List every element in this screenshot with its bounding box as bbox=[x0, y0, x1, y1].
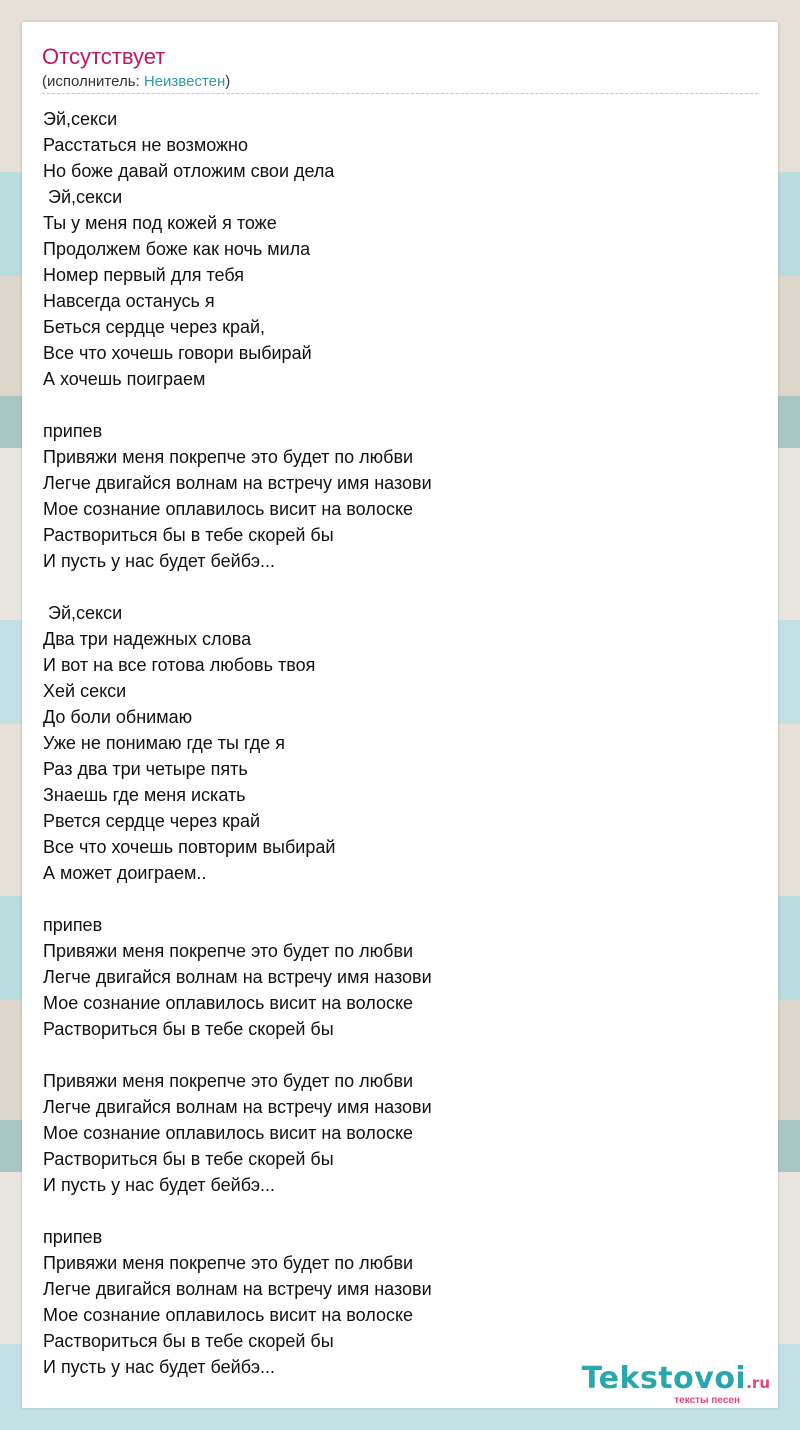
lyric-line: припев bbox=[43, 915, 103, 935]
lyrics-text bbox=[43, 106, 432, 1380]
lyric-line: Эй,секси bbox=[43, 187, 123, 207]
lyric-line: Раз два три четыре пять bbox=[43, 759, 248, 779]
lyric-line: И пусть у нас будет бейбэ... bbox=[43, 1357, 276, 1377]
lyric-line: Легче двигайся волнам на встречу имя назови bbox=[43, 473, 432, 493]
lyric-line: Рвется сердце через край bbox=[43, 811, 261, 831]
lyric-line: Мое сознание оплавилось висит на волоске bbox=[43, 1123, 414, 1143]
lyric-line: Раствориться бы в тебе скорей бы bbox=[43, 525, 334, 545]
lyric-line: Два три надежных слова bbox=[43, 629, 252, 649]
lyric-line: Привяжи меня покрепче это будет по любви bbox=[43, 1071, 414, 1091]
lyric-line: Привяжи меня покрепче это будет по любви bbox=[43, 941, 414, 961]
lyric-line bbox=[43, 392, 432, 418]
lyric-line: А может доиграем.. bbox=[43, 863, 207, 883]
lyric-line: припев bbox=[43, 1227, 103, 1247]
lyric-line: И пусть у нас будет бейбэ... bbox=[43, 551, 276, 571]
lyric-line: Привяжи меня покрепче это будет по любви bbox=[43, 1253, 414, 1273]
lyric-line: Мое сознание оплавилось висит на волоске bbox=[43, 993, 414, 1013]
lyric-line: Эй,секси bbox=[43, 603, 123, 623]
logo-text: Tekstovoi bbox=[581, 1361, 747, 1396]
lyric-line bbox=[43, 886, 432, 912]
lyric-line: Привяжи меня покрепче это будет по любви bbox=[43, 447, 414, 467]
performer-suffix: ) bbox=[225, 73, 231, 90]
lyric-line: Раствориться бы в тебе скорей бы bbox=[43, 1331, 334, 1351]
lyric-line: Раствориться бы в тебе скорей бы bbox=[43, 1019, 334, 1039]
lyric-line: Ты у меня под кожей я тоже bbox=[43, 213, 277, 233]
lyric-line: Легче двигайся волнам на встречу имя назови bbox=[43, 967, 432, 987]
performer-prefix: (исполнитель: bbox=[42, 73, 144, 90]
lyric-line: Хей секси bbox=[43, 681, 127, 701]
lyrics-card bbox=[22, 22, 778, 1408]
lyric-line: Мое сознание оплавилось висит на волоске bbox=[43, 499, 414, 519]
lyric-line: Легче двигайся волнам на встречу имя назови bbox=[43, 1279, 432, 1299]
logo-tagline: тексты песен bbox=[674, 1395, 740, 1406]
lyric-line: Раствориться бы в тебе скорей бы bbox=[43, 1149, 334, 1169]
lyric-line: Расстаться не возможно bbox=[43, 135, 248, 155]
lyric-line: А хочешь поиграем bbox=[43, 369, 206, 389]
lyric-line: И вот на все готова любовь твоя bbox=[43, 655, 316, 675]
lyric-line: Легче двигайся волнам на встречу имя назови bbox=[43, 1097, 432, 1117]
song-title: Отсутствует bbox=[42, 44, 166, 69]
lyric-line: Навсегда останусь я bbox=[43, 291, 215, 311]
lyric-line: Мое сознание оплавилось висит на волоске bbox=[43, 1305, 414, 1325]
performer-line bbox=[42, 72, 230, 92]
lyric-line: До боли обнимаю bbox=[43, 707, 193, 727]
lyric-line bbox=[43, 1042, 432, 1068]
lyric-line: Продолжем боже как ночь мила bbox=[43, 239, 311, 259]
divider bbox=[42, 93, 758, 94]
lyric-line: Все что хочешь говори выбирай bbox=[43, 343, 312, 363]
lyric-line: Номер первый для тебя bbox=[43, 265, 244, 285]
lyric-line bbox=[43, 574, 432, 600]
lyric-line bbox=[43, 1198, 432, 1224]
lyric-line: И пусть у нас будет бейбэ... bbox=[43, 1175, 276, 1195]
lyric-line: Уже не понимаю где ты где я bbox=[43, 733, 285, 753]
lyric-line: Все что хочешь повторим выбирай bbox=[43, 837, 336, 857]
lyric-line: припев bbox=[43, 421, 103, 441]
site-logo[interactable] bbox=[582, 1363, 770, 1406]
lyric-line: Беться сердце через край, bbox=[43, 317, 266, 337]
lyric-line: Знаешь где меня искать bbox=[43, 785, 246, 805]
lyric-line: Но боже давай отложим свои дела bbox=[43, 161, 335, 181]
performer-link[interactable]: Неизвестен bbox=[143, 73, 226, 90]
logo-domain: .ru bbox=[746, 1374, 770, 1392]
lyric-line: Эй,секси bbox=[43, 109, 118, 129]
